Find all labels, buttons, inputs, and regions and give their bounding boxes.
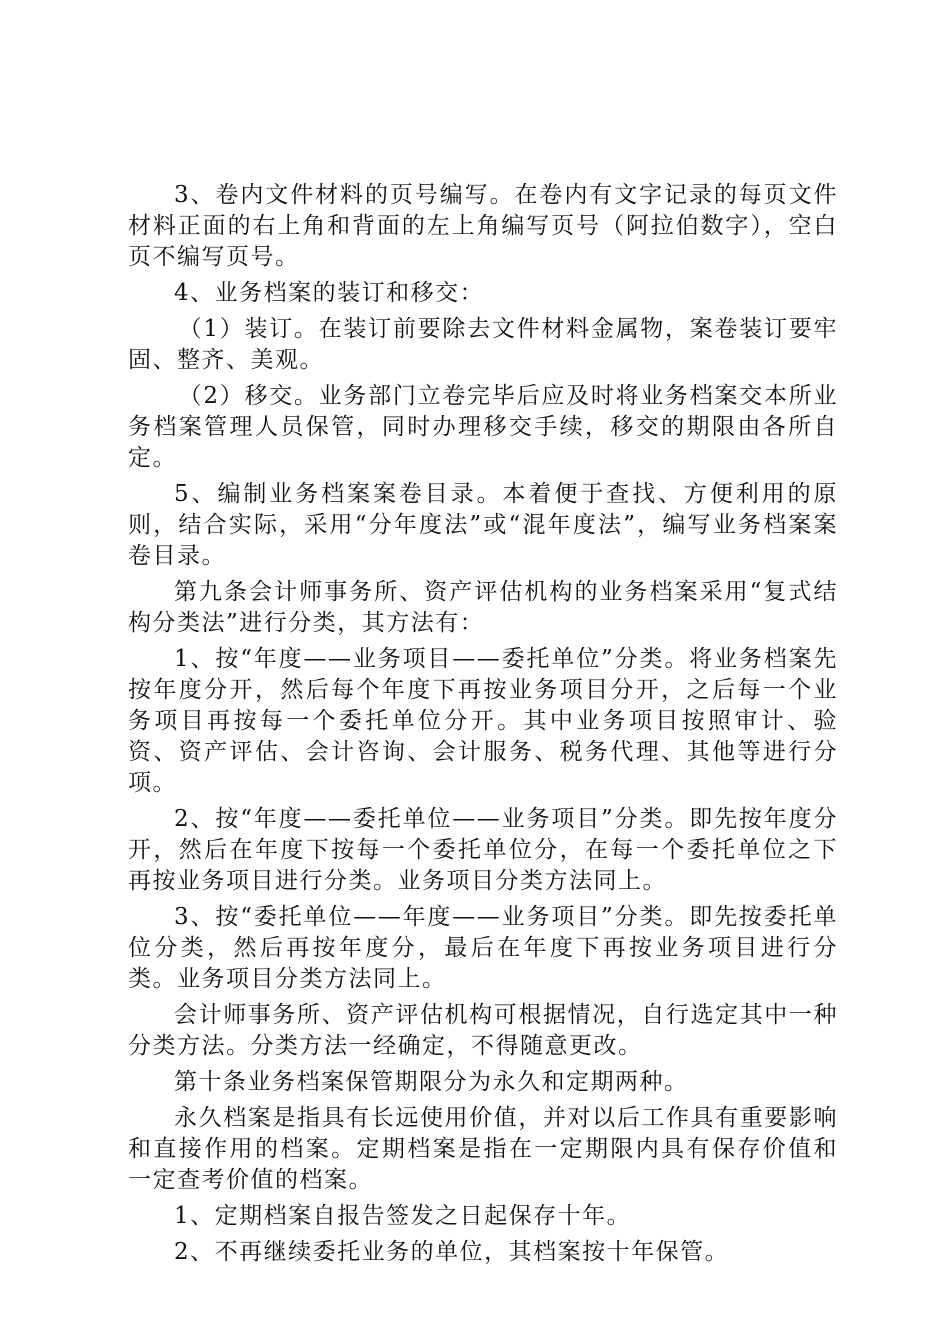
paragraph-page-numbering: 3、卷内文件材料的页号编写。在卷内有文字记录的每页文件材料正面的右上角和背面的左上角编写页号（阿拉伯数字），空白页不编写页号。 (128, 182, 838, 270)
paragraph-transfer: （2）移交。业务部门立卷完毕后应及时将业务档案交本所业务档案管理人员保管，同时办理移交手续，移交的期限由各所自定。 (128, 383, 838, 471)
paragraph-retention-2: 2、不再继续委托业务的单位，其档案按十年保管。 (174, 1239, 730, 1265)
paragraph-method-2: 2、按“年度——委托单位——业务项目”分类。即先按年度分开，然后在年度下按每一个委托单位分，在每一个委托单位之下再按业务项目进行分类。业务项目分类方法同上。 (128, 806, 838, 894)
paragraph-method-1: 1、按“年度——业务项目——委托单位”分类。将业务档案先按年度分开，然后每个年度下再按业务项目分开，之后每一个业务项目再按每一个委托单位分开。其中业务项目按照审计、验资、资产评估、会计咨询、会计服务、税务代理、其他等进行分项。 (128, 646, 838, 796)
paragraph-permanent-definition: 永久档案是指具有长远使用价值，并对以后工作具有重要影响和直接作用的档案。定期档案是指在一定期限内具有保存价值和一定查考价值的档案。 (128, 1105, 838, 1193)
paragraph-article-9: 第九条会计师事务所、资产评估机构的业务档案采用“复式结构分类法”进行分类，其方法有： (128, 579, 838, 636)
document-page (128, 180, 838, 1273)
paragraph-method-3: 3、按“委托单位——年度——业务项目”分类。即先按委托单位分类，然后再按年度分，最后在年度下再按业务项目进行分类。业务项目分类方法同上。 (128, 904, 838, 992)
paragraph-article-10: 第十条业务档案保管期限分为永久和定期两种。 (174, 1069, 689, 1095)
paragraph-binding-transfer-heading: 4、业务档案的装订和移交： (174, 280, 485, 306)
paragraph-retention-1: 1、定期档案自报告签发之日起保存十年。 (174, 1203, 632, 1229)
paragraph-binding: （1）装订。在装订前要除去文件材料金属物，案卷装订要牢固、整齐、美观。 (128, 316, 838, 373)
paragraph-catalog: 5、编制业务档案案卷目录。本着便于查找、方便利用的原则，结合实际，采用“分年度法”或“混年度法”，编写业务档案案卷目录。 (128, 481, 838, 569)
paragraph-method-choice: 会计师事务所、资产评估机构可根据情况，自行选定其中一种分类方法。分类方法一经确定，不得随意更改。 (128, 1002, 838, 1059)
